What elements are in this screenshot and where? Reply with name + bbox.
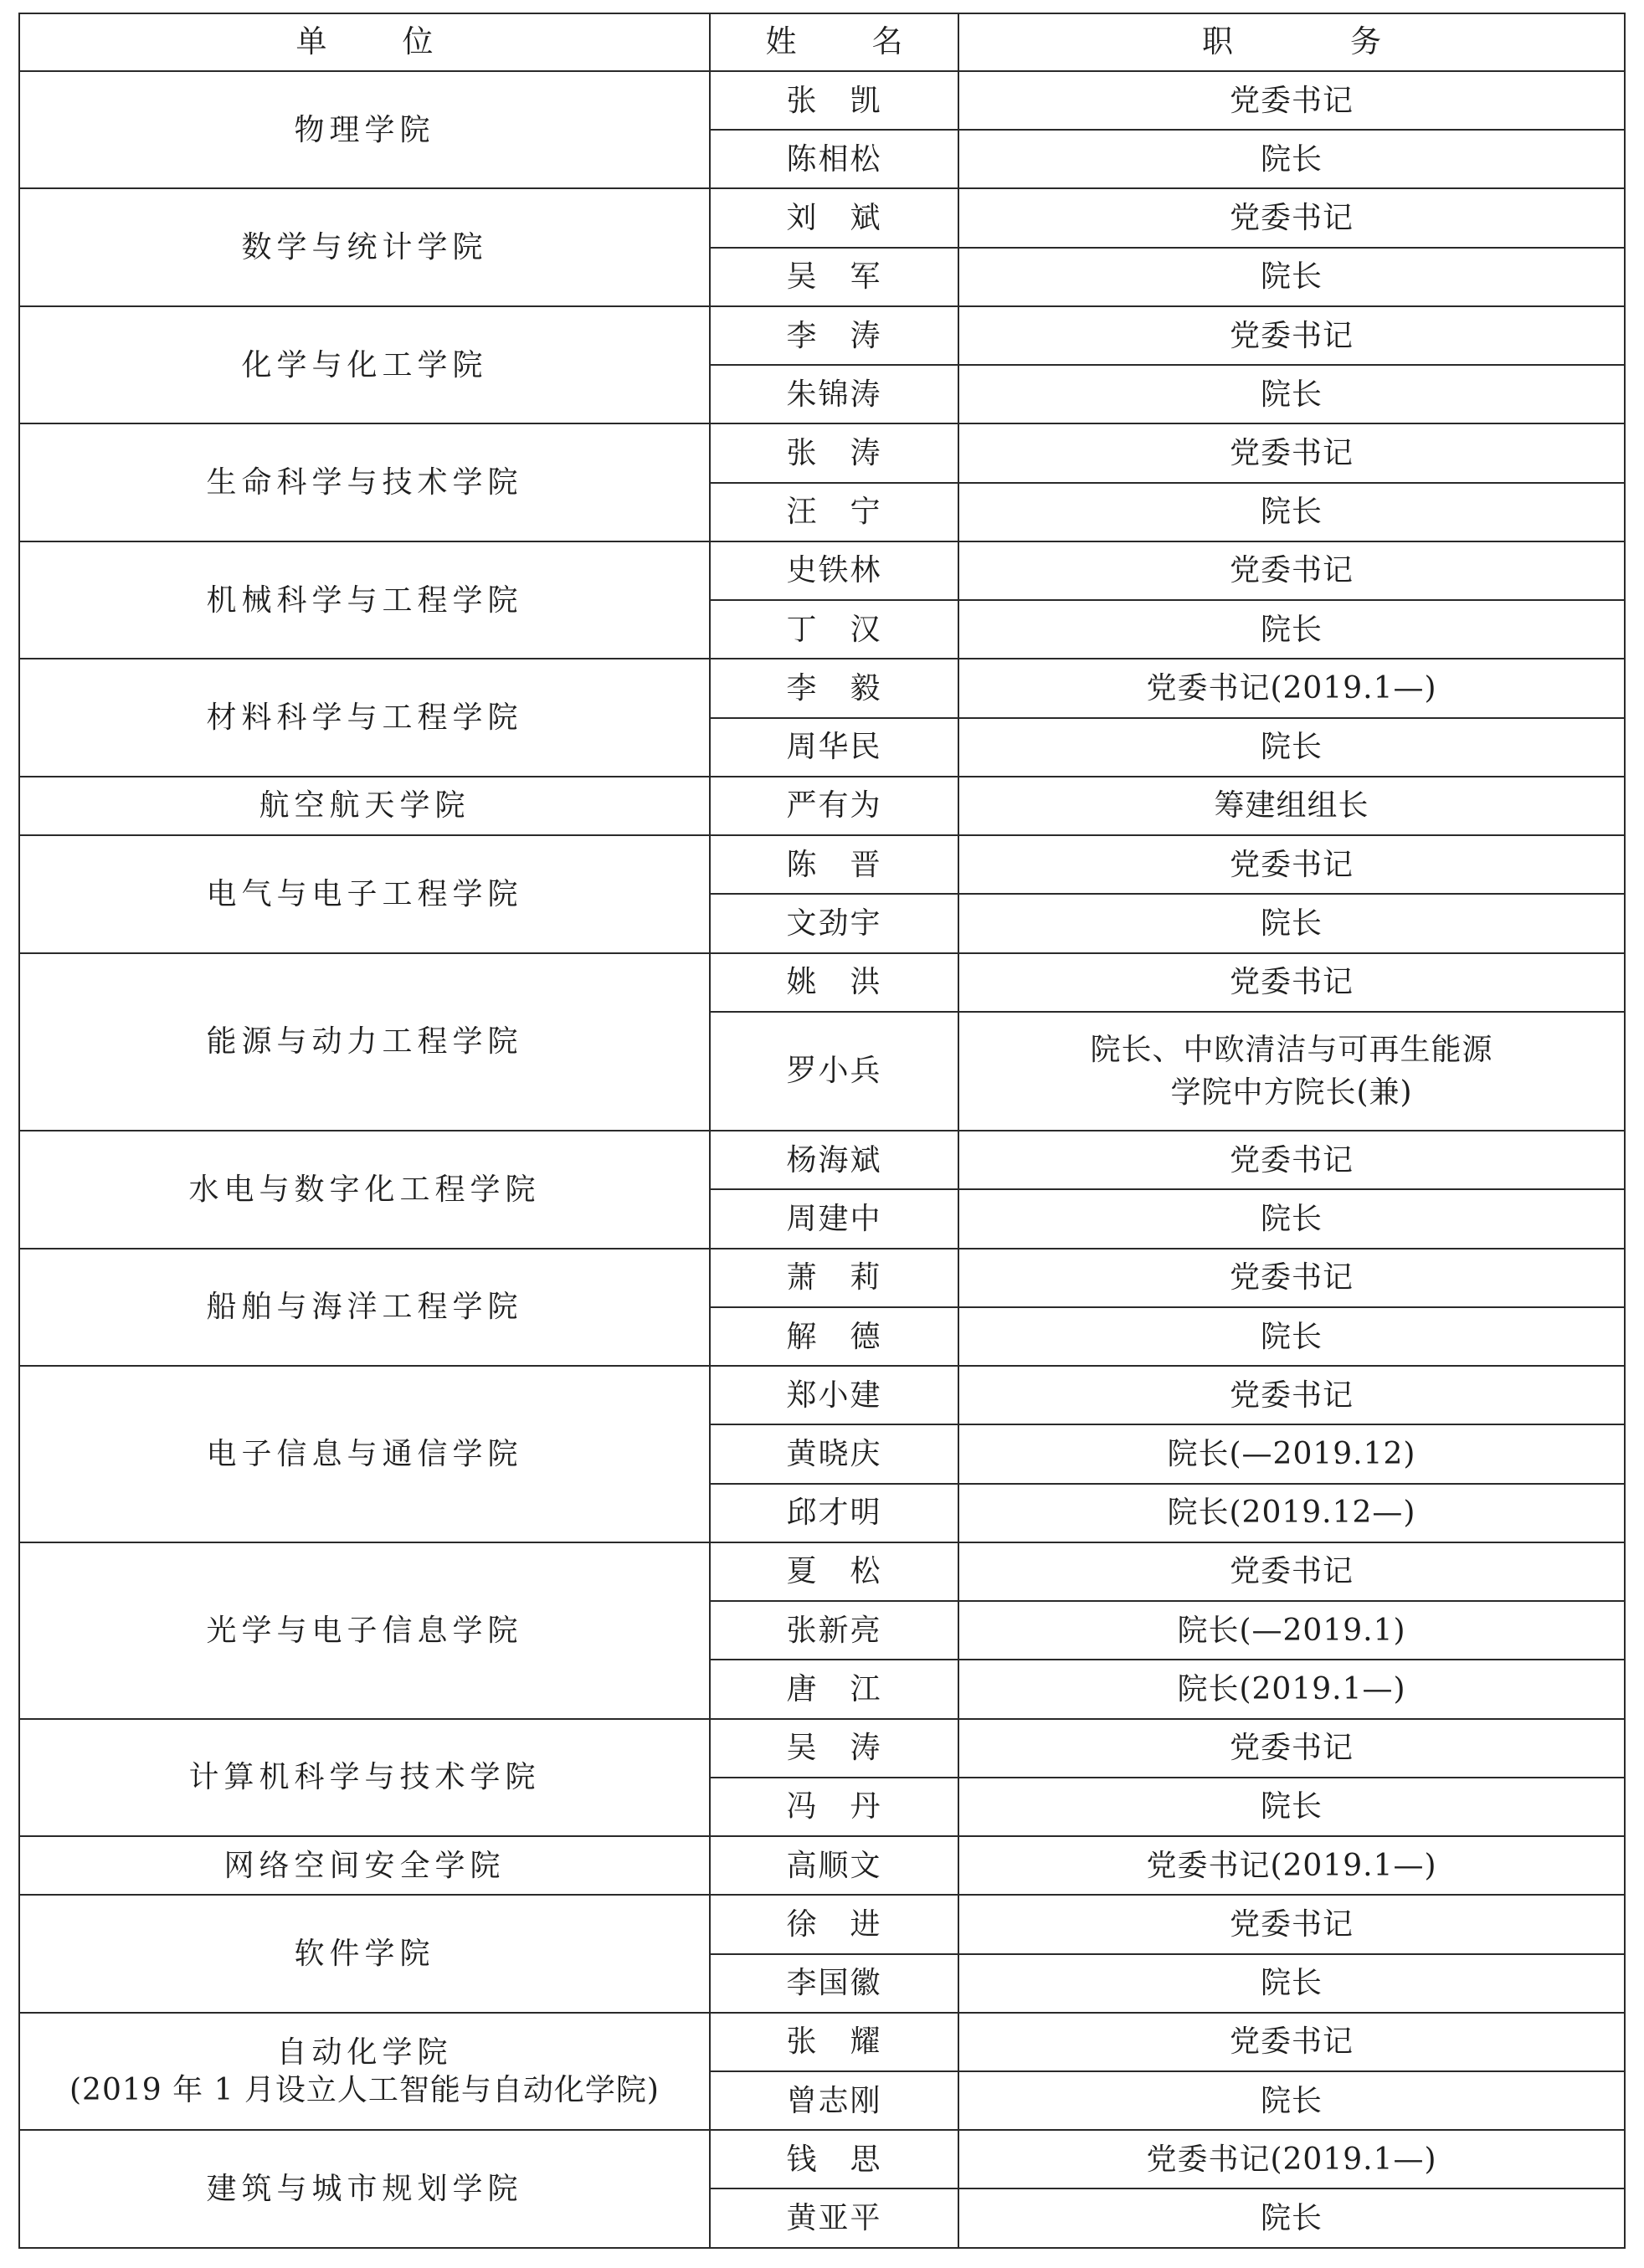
unit-cell (19, 1895, 710, 2012)
person-title (958, 130, 1625, 188)
table-body (19, 71, 1625, 2248)
table-row (19, 659, 1625, 717)
person-name: 周建中 (710, 1189, 958, 1248)
unit-name: 建筑与城市规划学院 (206, 2172, 523, 2207)
title-text: 筹建组组长 (1214, 788, 1369, 824)
person-title (958, 1189, 1625, 1248)
person-name: 汪 宁 (710, 483, 958, 541)
title-text: 党委书记 (1229, 1142, 1354, 1178)
table-row (19, 2013, 1625, 2071)
person-title (958, 894, 1625, 952)
person-title (958, 71, 1625, 130)
person-title (958, 1601, 1625, 1660)
title-text: 院长 (1260, 1202, 1323, 1237)
person-name: 徐 进 (710, 1895, 958, 1953)
person-name: 邱才明 (710, 1484, 958, 1542)
title-text: 院长 (1260, 906, 1323, 941)
person-title (958, 835, 1625, 894)
person-name: 杨海斌 (710, 1131, 958, 1189)
table-row (19, 1131, 1625, 1189)
unit-cell (19, 1542, 710, 1719)
title-text: 党委书记 (1229, 1731, 1354, 1766)
person-title (958, 1307, 1625, 1366)
person-name: 黄晓庆 (710, 1424, 958, 1483)
unit-name: 机械科学与工程学院 (206, 582, 523, 618)
person-title (958, 188, 1625, 247)
table-row (19, 423, 1625, 482)
table-row (19, 1836, 1625, 1895)
title-text: 院长 (1260, 259, 1323, 295)
person-title (958, 1249, 1625, 1307)
title-text: 党委书记 (1229, 1554, 1354, 1589)
person-title (958, 1895, 1625, 1953)
title-text: 院长 (1260, 730, 1323, 765)
title-text: 党委书记(2019.1—) (1146, 670, 1437, 706)
person-title (958, 1424, 1625, 1483)
unit-cell (19, 541, 710, 659)
person-name: 吴 军 (710, 248, 958, 306)
title-text: 院长 (1260, 612, 1323, 647)
title-text-line2: 学院中方院长(兼) (1170, 1075, 1413, 1110)
person-name: 陈相松 (710, 130, 958, 188)
person-title (958, 1778, 1625, 1836)
person-name: 李 涛 (710, 306, 958, 365)
person-title (958, 1660, 1625, 1718)
title-text: 院长(—2019.1) (1177, 1613, 1406, 1648)
table-row (19, 71, 1625, 130)
title-text: 院长 (1260, 1789, 1323, 1824)
person-title (958, 1012, 1625, 1131)
person-name: 李 毅 (710, 659, 958, 717)
table-row (19, 188, 1625, 247)
title-text: 院长(—2019.12) (1167, 1437, 1416, 1472)
header-unit: 单 位 (19, 13, 710, 71)
person-title (958, 1836, 1625, 1895)
unit-name: 网络空间安全学院 (223, 1848, 506, 1883)
person-name: 史铁林 (710, 541, 958, 600)
person-name: 张新亮 (710, 1601, 958, 1660)
table-row (19, 306, 1625, 365)
person-name: 周华民 (710, 718, 958, 777)
person-title (958, 423, 1625, 482)
title-text: 党委书记(2019.1—) (1146, 1848, 1437, 1883)
title-text: 党委书记 (1229, 83, 1354, 118)
unit-name: 电子信息与通信学院 (206, 1437, 523, 1472)
unit-cell (19, 1719, 710, 1836)
title-text: 党委书记 (1229, 201, 1354, 236)
title-text: 党委书记 (1229, 1260, 1354, 1296)
person-title (958, 306, 1625, 365)
person-name: 罗小兵 (710, 1012, 958, 1131)
header-row (19, 13, 1625, 71)
table-row (19, 835, 1625, 894)
title-text: 院长 (1260, 377, 1323, 412)
unit-name: 生命科学与技术学院 (206, 465, 523, 500)
unit-name: 水电与数字化工程学院 (188, 1172, 541, 1207)
person-name: 冯 丹 (710, 1778, 958, 1836)
person-title (958, 1366, 1625, 1424)
unit-name: 软件学院 (294, 1937, 435, 1972)
unit-name: 能源与动力工程学院 (206, 1024, 523, 1060)
unit-name: 电气与电子工程学院 (206, 876, 523, 911)
leadership-table (18, 13, 1626, 2249)
title-text: 党委书记(2019.1—) (1146, 2142, 1437, 2177)
unit-name: 材料科学与工程学院 (206, 700, 523, 736)
table-row (19, 777, 1625, 835)
title-text: 党委书记 (1229, 1378, 1354, 1413)
unit-cell (19, 1249, 710, 1366)
title-text: 院长 (1260, 2083, 1323, 2118)
unit-name: 自动化学院 (276, 2035, 453, 2070)
person-name: 高顺文 (710, 1836, 958, 1895)
person-name: 姚 洪 (710, 953, 958, 1012)
title-text: 院长 (1260, 2201, 1323, 2236)
title-text: 院长(2019.1—) (1177, 1671, 1406, 1706)
title-text: 院长 (1260, 1319, 1323, 1354)
title-text: 党委书记 (1229, 2024, 1354, 2060)
unit-cell (19, 777, 710, 835)
person-name: 朱锦涛 (710, 365, 958, 423)
person-name: 张 耀 (710, 2013, 958, 2071)
table-row (19, 953, 1625, 1012)
unit-cell (19, 1366, 710, 1542)
table-row (19, 1719, 1625, 1778)
person-title (958, 1954, 1625, 2013)
person-name: 钱 思 (710, 2130, 958, 2188)
unit-cell (19, 306, 710, 423)
person-name: 刘 斌 (710, 188, 958, 247)
person-title (958, 1719, 1625, 1778)
person-title (958, 659, 1625, 717)
unit-name: 航空航天学院 (259, 788, 470, 824)
person-title (958, 2130, 1625, 2188)
person-title (958, 2071, 1625, 2130)
person-title (958, 483, 1625, 541)
title-text: 党委书记 (1229, 553, 1354, 588)
title-text: 党委书记 (1229, 318, 1354, 353)
person-title (958, 2188, 1625, 2248)
unit-note: (2019 年 1 月设立人工智能与自动化学院) (69, 2072, 660, 2107)
title-text: 院长 (1260, 495, 1323, 530)
person-title (958, 600, 1625, 659)
title-text: 党委书记 (1229, 847, 1354, 882)
title-text: 党委书记 (1229, 1906, 1354, 1942)
table-row (19, 541, 1625, 600)
title-text: 党委书记 (1229, 436, 1354, 471)
unit-cell (19, 953, 710, 1131)
person-name: 丁 汉 (710, 600, 958, 659)
person-name: 黄亚平 (710, 2188, 958, 2248)
person-name: 郑小建 (710, 1366, 958, 1424)
person-name: 夏 松 (710, 1542, 958, 1601)
person-name: 吴 涛 (710, 1719, 958, 1778)
header-title: 职 务 (958, 13, 1625, 71)
table-row (19, 2130, 1625, 2188)
unit-cell (19, 2013, 710, 2130)
title-text: 院长 (1260, 1966, 1323, 2001)
header-name: 姓 名 (710, 13, 958, 71)
unit-cell (19, 659, 710, 776)
unit-name: 化学与化工学院 (241, 347, 488, 382)
unit-cell (19, 2130, 710, 2248)
unit-cell (19, 71, 710, 188)
person-name: 曾志刚 (710, 2071, 958, 2130)
person-title (958, 777, 1625, 835)
person-title (958, 365, 1625, 423)
unit-cell (19, 188, 710, 305)
person-title (958, 2013, 1625, 2071)
unit-cell (19, 835, 710, 952)
person-title (958, 248, 1625, 306)
person-name: 陈 晋 (710, 835, 958, 894)
title-text: 院长 (1260, 141, 1323, 177)
unit-cell (19, 423, 710, 541)
title-text: 院长(2019.12—) (1167, 1496, 1416, 1531)
unit-name: 计算机科学与技术学院 (188, 1760, 541, 1795)
title-text: 党委书记 (1229, 965, 1354, 1000)
person-name: 严有为 (710, 777, 958, 835)
unit-name: 数学与统计学院 (241, 230, 488, 265)
person-name: 张 涛 (710, 423, 958, 482)
person-name: 萧 莉 (710, 1249, 958, 1307)
person-name: 唐 江 (710, 1660, 958, 1718)
person-title (958, 541, 1625, 600)
unit-name: 物理学院 (294, 112, 435, 147)
person-name: 文劲宇 (710, 894, 958, 952)
person-title (958, 718, 1625, 777)
person-title (958, 1484, 1625, 1542)
person-title (958, 953, 1625, 1012)
table-row (19, 1542, 1625, 1601)
table-row (19, 1895, 1625, 1953)
unit-cell (19, 1131, 710, 1248)
person-title (958, 1131, 1625, 1189)
unit-name: 光学与电子信息学院 (206, 1613, 523, 1648)
person-title (958, 1542, 1625, 1601)
person-name: 张 凯 (710, 71, 958, 130)
unit-cell (19, 1836, 710, 1895)
table-row (19, 1249, 1625, 1307)
title-text: 院长、中欧清洁与可再生能源 (1090, 1032, 1493, 1067)
person-name: 李国徽 (710, 1954, 958, 2013)
person-name: 解 德 (710, 1307, 958, 1366)
table-row (19, 1366, 1625, 1424)
unit-name: 船舶与海洋工程学院 (206, 1290, 523, 1325)
